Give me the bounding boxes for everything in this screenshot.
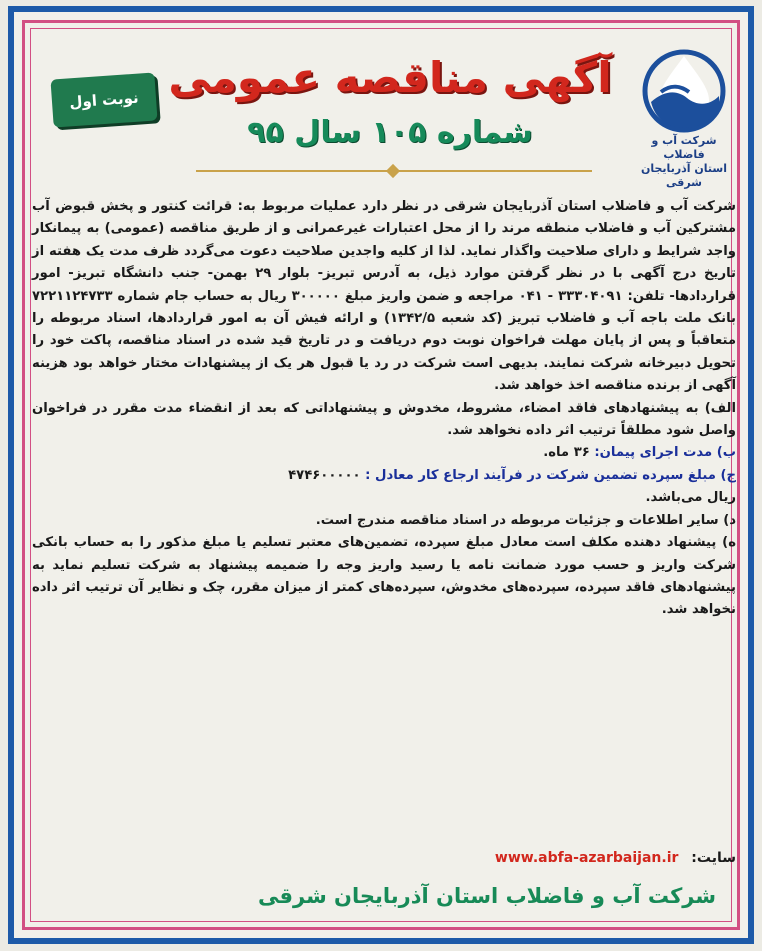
company-logo — [632, 48, 736, 189]
website-row — [32, 846, 736, 870]
announcement-body — [32, 196, 736, 622]
clause-be — [32, 442, 736, 464]
page-title: آگهی مناقصه عمومی — [168, 53, 612, 102]
logo-company-name: شرکت آب و فاضلاب — [651, 134, 717, 161]
clause-dal: د) سایر اطلاعات و جزئیات مربوطه در اسناد مناقصه مندرج است. — [315, 512, 736, 528]
website-label: سایت: — [691, 850, 736, 866]
tender-number: شماره ۱۰۵ سال ۹۵ — [247, 115, 533, 150]
clause-he: ه) پیشنهاد دهنده مکلف است معادل مبلغ سپرده، تضمین‌های معتبر تسلیم یا مبلغ مذکور را به حساب بانکی شرکت واریز و حسب مورد ضمانت نامه یا رسید واریز وجه را ضمیمه پیشنهاد به شرکت تسلیم نماید به پیشنهادهای فاقد سپرده، سپرده‌های مخدوش، سپرده‌های کمتر از میزان مقرر، چک و نظایر آن ترتیب اثر داده نخواهد شد. — [32, 535, 736, 618]
guarantee-deposit-amount: ۴۷۴۶۰۰۰۰۰ — [288, 467, 361, 483]
first-notice-badge: نوبت اول — [50, 72, 157, 127]
website-link[interactable]: www.abfa-azarbaijan.ir — [494, 850, 679, 866]
guarantee-deposit-label: ج) مبلغ سپرده تضمین شرکت در فرآیند ارجاع کار معادل : — [365, 467, 736, 483]
intro-paragraph: شرکت آب و فاضلاب استان آذربایجان شرقی در نظر دارد عملیات مربوط به: قرائت کنتور و پخش قبوض آب مشترکین آب و فاضلاب منطقه مرند را از محل اعتبارات غیرعمرانی و از طریق مناقصه (عمومی) به پیمانکار واجد شرایط و دارای صلاحیت واگذار نماید. لذا از کلیه واجدین صلاحیت دعوت می‌گردد ظرف مدت یک هفته از تاریخ درج آگهی با در نظر گرفتن موارد ذیل، به آدرس تبریز- بلوار ۲۹ بهمن- جنب دانشگاه تبریز- امور قراردادها- تلفن: ۳۳۳۰۴۰۹۱ - ۰۴۱ مراجعه و ضمن واریز مبلغ ۳۰۰۰۰۰ ریال به حساب جام شماره ۷۲۲۱۱۲۴۷۳۳ بانک ملت باجه آب و فاضلاب تبریز (کد شعبه ۱۳۴۲/۵) و ارائه فیش آن به امور قراردادها، اسناد مربوطه را متعاقباً و پس از پایان مهلت فراخوان نوبت دوم دریافت و در تاریخ قید شده در اسناد مناقصه، پاکت خود را تحویل دبیرخانه شرکت نمایند. بدیهی است شرکت در رد یا قبول هر یک از پیشنهادات مختار خواهد بود هزینه آگهی از برنده مناقصه اخذ خواهد شد. — [32, 199, 737, 394]
logo-province-name: استان آذربایجان شرقی — [640, 162, 727, 189]
clause-alef: الف) به پیشنهادهای فاقد امضاء، مشروط، مخدوش و پیشنهاداتی که بعد از انقضاء مدت مقرر در فراخوان واصل شود مطلقاً ترتیب اثر داده نخواهد شد. — [32, 400, 736, 439]
footer-company-name: شرکت آب و فاضلاب استان آذربایجان شرقی — [258, 884, 716, 908]
contract-duration-value: ۳۶ ماه. — [543, 445, 590, 461]
clause-jim — [32, 465, 736, 510]
contract-duration-label: ب) مدت اجرای پیمان: — [594, 445, 736, 461]
guarantee-deposit-unit: ریال می‌باشد. — [645, 490, 736, 506]
title-divider — [196, 170, 592, 172]
water-drop-logo-icon — [641, 48, 727, 134]
